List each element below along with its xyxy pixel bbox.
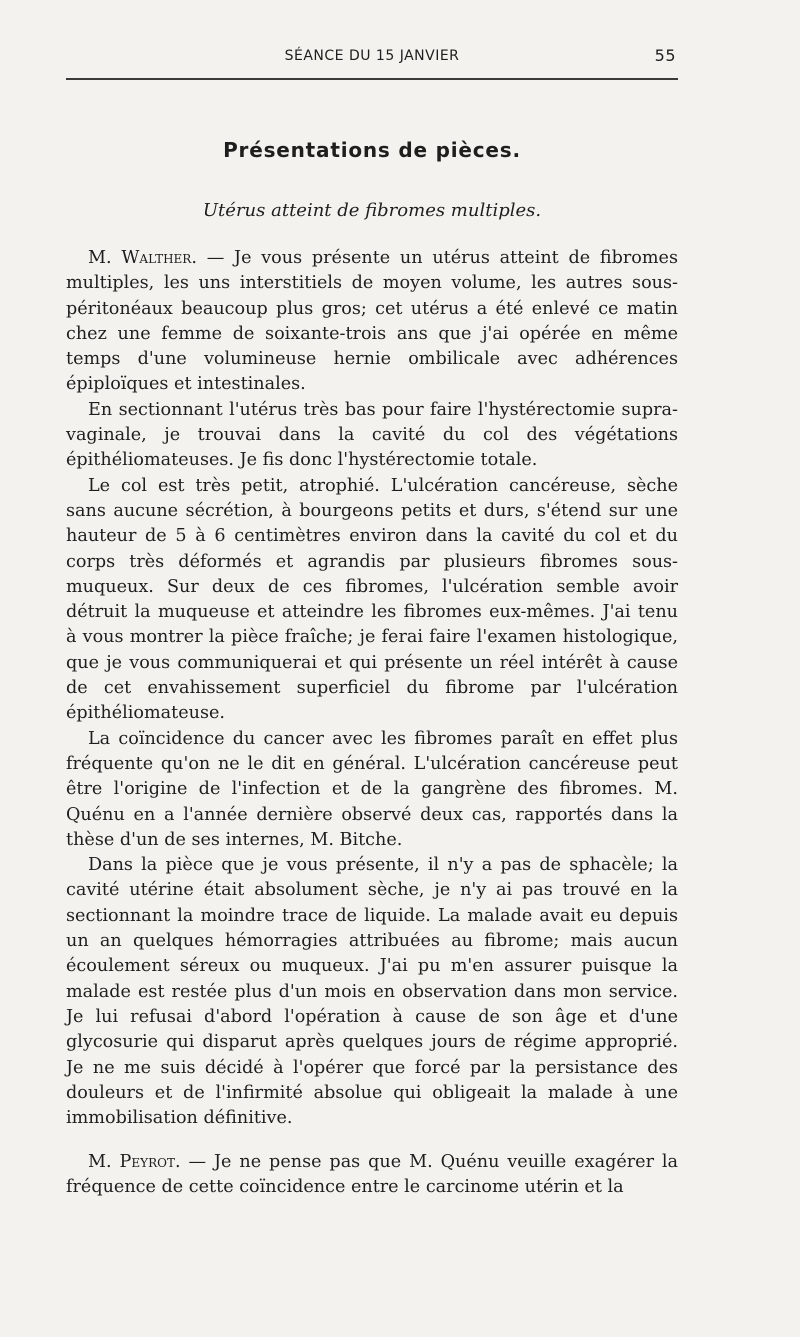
section-subtitle: Utérus atteint de fibromes multiples. <box>202 200 542 221</box>
running-head <box>66 46 678 70</box>
header-rule <box>66 78 678 80</box>
paragraph: En sectionnant l'utérus très bas pour faire l'hystérectomie supra-vaginale, je trouvai dans la cavité du col des végétations épithéliomateuses. Je fis donc l'hystérectomie totale. <box>66 399 678 471</box>
paragraph: Dans la pièce que je vous présente, il n'y a pas de sphacèle; la cavité utérine était absolument sèche, je n'y ai pas trouvé en la sectionnant la moindre trace de liquide. La malade avait eu depuis un an quelques hémorragies attribuées au fibrome; mais aucun écoulement séreux ou muqueux. J'ai pu m'en assurer puisque la malade est restée plus d'un mois en observation dans mon service. Je lui refusai d'abord l'opération à cause de son âge et d'une glycosurie qui disparut après quelques jours de régime approprié. Je ne me suis décidé à l'opérer que forcé par la persistance des douleurs et de l'infirmité absolue qui obligeait la malade à une immobilisation définitive. <box>66 855 678 1129</box>
running-title: SÉANCE DU 15 JANVIER <box>284 48 460 64</box>
section-title: Présentations de pièces. <box>223 138 521 162</box>
paragraph <box>66 246 678 398</box>
speaker-prefix: M. <box>88 1152 120 1172</box>
speaker-name: Peyrot <box>119 1152 175 1172</box>
speaker-name: Walther <box>121 248 192 268</box>
main-text <box>66 246 678 1131</box>
speaker-prefix: M. <box>88 248 122 268</box>
paragraph: Le col est très petit, atrophié. L'ulcération cancéreuse, sèche sans aucune sécrétion, à bourgeons petits et durs, s'étend sur une hauteur de 5 à 6 centimètres environ dans la cavité du col et du corps très déformés et agrandis par plusieurs fibromes sous-muqueux. Sur deux de ces fibromes, l'ulcération semble avoir détruit la muqueuse et atteindre les fibromes eux-mêmes. J'ai tenu à vous montrer la pièce fraîche; je ferai faire l'examen histologique, que je vous communiquerai et qui présente un réel intérêt à cause de cet envahissement superficiel du fibrome par l'ulcération épithéliomateuse. <box>66 475 678 724</box>
paragraph-text: Je ne pense pas que M. Quénu veuille exagérer la fréquence de cette coïncidence entre le carcinome utérin et la <box>66 1152 679 1198</box>
speaker-suffix: . — <box>174 1152 214 1172</box>
page-number: 55 <box>654 46 676 65</box>
speaker-suffix: . — <box>191 248 235 268</box>
second-speaker-text <box>66 1150 678 1201</box>
paragraph: La coïncidence du cancer avec les fibromes paraît en effet plus fréquente qu'on ne le dit en général. L'ulcération cancéreuse peut être l'origine de l'infection et de la gangrène des fibromes. M. Quénu en a l'année dernière observé deux cas, rapportés dans la thèse d'un de ses internes, M. Bitche. <box>66 728 678 850</box>
paragraph-text: Je vous présente un utérus atteint de fibromes multiples, les uns interstitiels de moyen volume, les autres sous-péritonéaux beaucoup plus gros; cet utérus a été enlevé ce matin chez une femme de soixante-trois ans que j'ai opérée en même temps d'une volumineuse hernie ombilicale avec adhérences épiploïques et intestinales. <box>66 248 678 395</box>
paragraph <box>66 1150 678 1201</box>
